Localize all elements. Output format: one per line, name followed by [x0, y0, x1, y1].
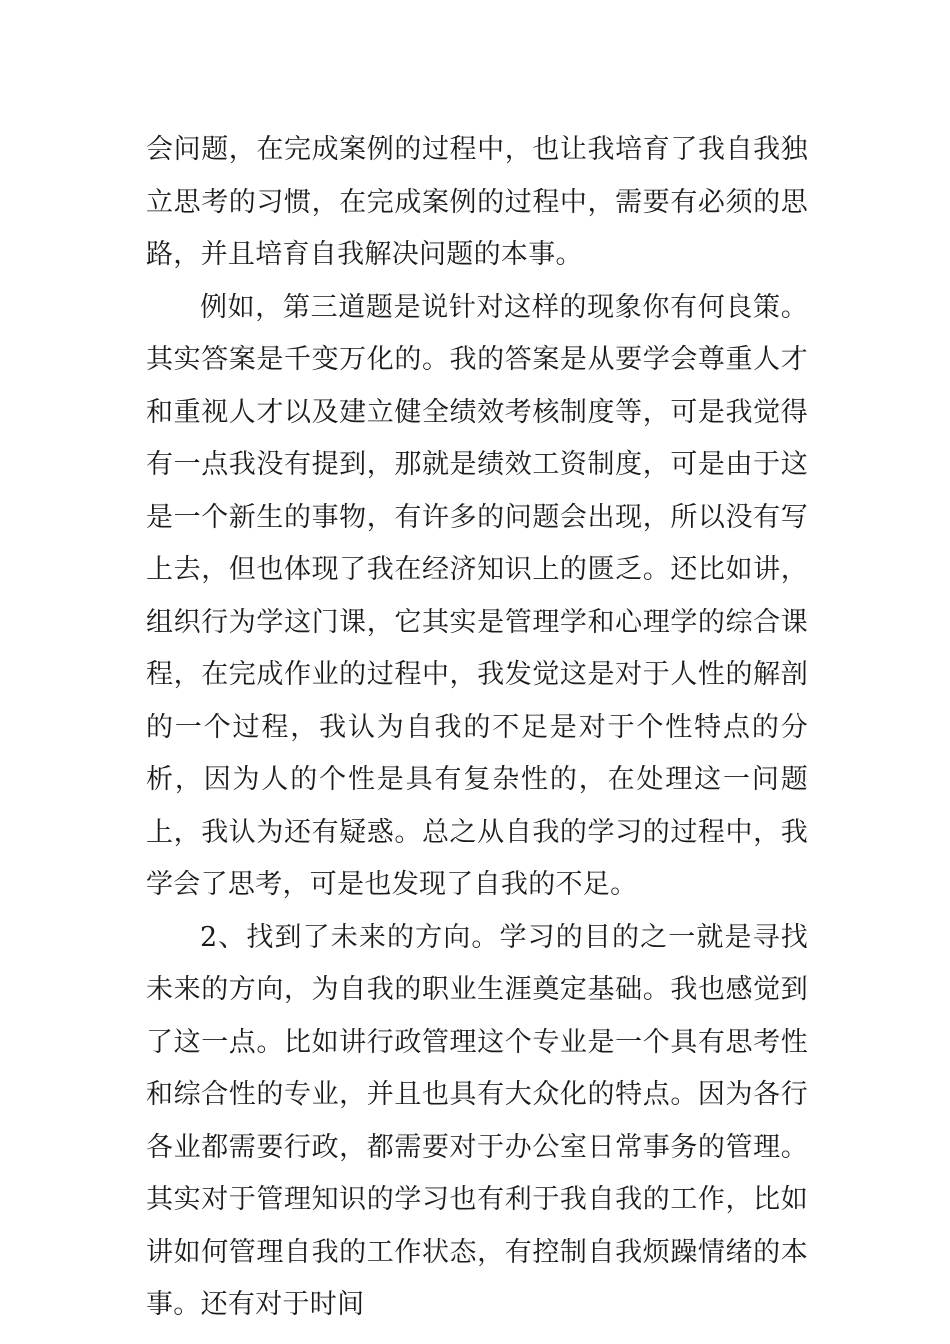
document-body [146, 124, 808, 1332]
paragraph-continuation: 会问题，在完成案例的过程中，也让我培育了我自我独立思考的习惯，在完成案例的过程中，需要有必须的思路，并且培育自我解决问题的本事。 [146, 134, 808, 270]
paragraph-example: 例如，第三道题是说针对这样的现象你有何良策。其实答案是千变万化的。我的答案是从要学会尊重人才和重视人才以及建立健全绩效考核制度等，可是我觉得有一点我没有提到，那就是绩效工资制度，可是由于这是一个新生的事物，有许多的问题会出现，所以没有写上去，但也体现了我在经济知识上的匮乏。还比如讲，组织行为学这门课，它其实是管理学和心理学的综合课程，在完成作业的过程中，我发觉这是对于人性的解剖的一个过程，我认为自我的不足是对于个性特点的分析，因为人的个性是具有复杂性的，在处理这一问题上，我认为还有疑惑。总之从自我的学习的过程中，我学会了思考，可是也发现了自我的不足。 [146, 291, 808, 900]
paragraph-point-2: 2、找到了未来的方向。学习的目的之一就是寻找未来的方向，为自我的职业生涯奠定基础。我也感觉到了这一点。比如讲行政管理这个专业是一个具有思考性和综合性的专业，并且也具有大众化的特点。因为各行各业都需要行政，都需要对于办公室日常事务的管理。其实对于管理知识的学习也有利于我自我的工作，比如讲如何管理自我的工作状态，有控制自我烦躁情绪的本事。还有对于时间 [146, 921, 808, 1320]
